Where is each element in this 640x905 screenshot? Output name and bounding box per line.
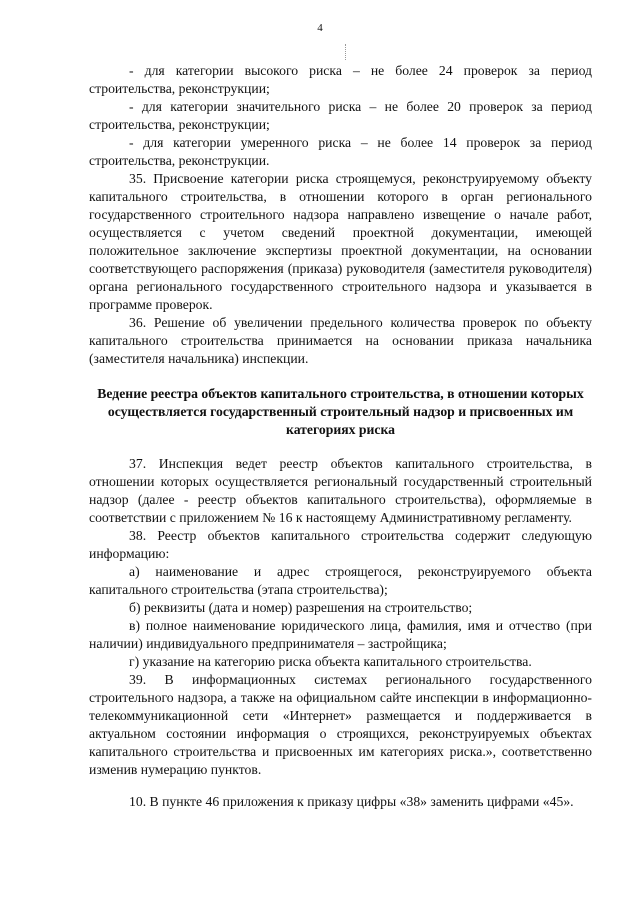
paragraph-36: 36. Решение об увеличении предельного количества проверок по объекту капитального строительства принимается на основании приказа начальника (заместителя начальника) инспекции. <box>89 315 592 366</box>
section-heading: Ведение реестра объектов капитального строительства, в отношении которых осуществляется государственный строительный надзор и присвоенных им категориях риска <box>97 386 584 437</box>
paragraph-39: 39. В информационных системах регионального государственного строительного надзора, а также на официальном сайте инспекции в информационно-телекоммуникационной сети «Интернет» размещается и поддерживается в актуальном состоянии информация о строящихся, реконструируемых объектах капитального строительства и присвоенных им категориях риска.», соответственно изменив нумерацию пунктов. <box>89 672 592 777</box>
list-item-v: в) полное наименование юридического лица, фамилия, имя и отчество (при наличии) индивидуального предпринимателя – застройщика; <box>89 618 592 651</box>
paragraph-38: 38. Реестр объектов капитального строительства содержит следующую информацию: <box>89 528 592 561</box>
document-body <box>89 62 592 811</box>
list-item-a: а) наименование и адрес строящегося, реконструируемого объекта капитального строительства (этапа строительства); <box>89 564 592 597</box>
paragraph-35: 35. Присвоение категории риска строящемуся, реконструируемому объекту капитального строительства, в отношении которого в орган регионального государственного строительного надзора направлено извещение о начале работ, осуществляется с учетом сведений проектной документации, имеющей положительное заключение экспертизы проектной документации, на основании соответствующего распоряжения (приказа) руководителя (заместителя руководителя) органа регионального государственного строительного надзора и указывается в программе проверок. <box>89 171 592 312</box>
page-number: 4 <box>317 22 323 34</box>
list-item-moderate-risk: - для категории умеренного риска – не более 14 проверок за период строительства, реконструкции. <box>89 135 592 168</box>
paragraph-10: 10. В пункте 46 приложения к приказу цифры «38» заменить цифрами «45». <box>129 794 574 809</box>
paragraph-37: 37. Инспекция ведет реестр объектов капитального строительства, в отношении которых осуществляется региональный государственный строительный надзор (далее - реестр объектов капитального строительства), оформляемые в соответствии с приложением № 16 к настоящему Административному регламенту. <box>89 456 592 525</box>
list-item-high-risk: - для категории высокого риска – не более 24 проверок за период строительства, реконструкции; <box>89 63 592 96</box>
scan-mark <box>345 44 347 60</box>
list-item-b: б) реквизиты (дата и номер) разрешения на строительство; <box>129 600 473 615</box>
list-item-g: г) указание на категорию риска объекта капитального строительства. <box>129 654 532 669</box>
list-item-significant-risk: - для категории значительного риска – не более 20 проверок за период строительства, реконструкции; <box>89 99 592 132</box>
